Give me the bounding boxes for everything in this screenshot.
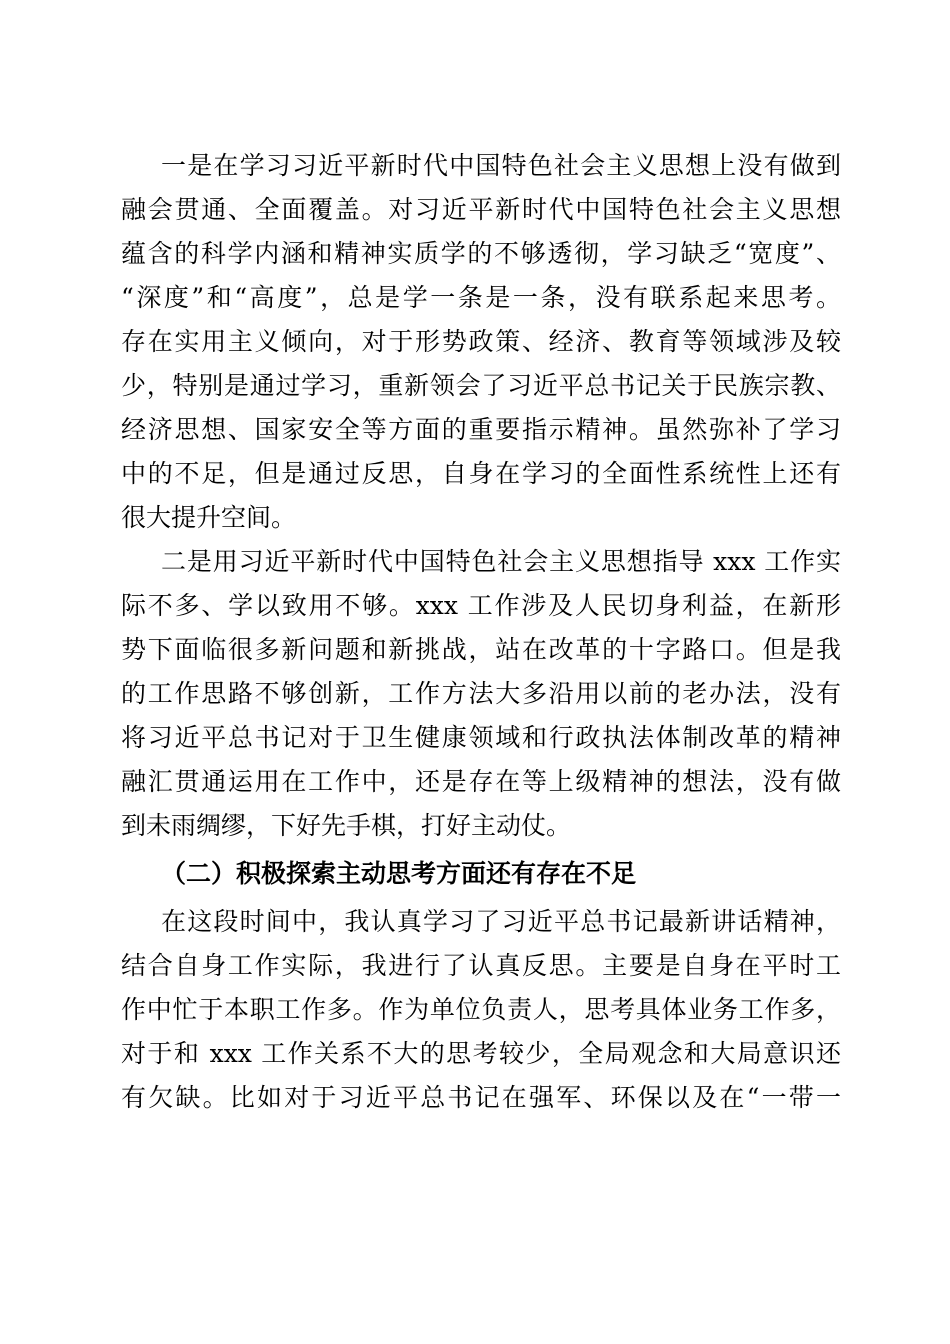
paragraph-1-line-1: 一是在学习习近平新时代中国特色社会主义思想上没有做到 xyxy=(161,151,841,180)
paragraph-1-line-2: 融会贯通、全面覆盖。对习近平新时代中国特色社会主义思想 xyxy=(121,195,841,224)
paragraph-3-line-4: 对于和 xxx 工作关系不大的思考较少，全局观念和大局意识还 xyxy=(121,1039,841,1068)
paragraph-3-line-2: 结合自身工作实际，我进行了认真反思。主要是自身在平时工 xyxy=(121,951,841,980)
paragraph-1-line-5: 存在实用主义倾向，对于形势政策、经济、教育等领域涉及较 xyxy=(121,327,841,356)
paragraph-2-line-5: 将习近平总书记对于卫生健康领域和行政执法体制改革的精神 xyxy=(121,723,841,752)
paragraph-3-line-3: 作中忙于本职工作多。作为单位负责人，思考具体业务工作多， xyxy=(121,995,841,1024)
paragraph-3-line-5: 有欠缺。比如对于习近平总书记在强军、环保以及在“一带一 xyxy=(121,1083,841,1112)
paragraph-3-line-1: 在这段时间中，我认真学习了习近平总书记最新讲话精神， xyxy=(161,907,841,936)
paragraph-1-line-8: 中的不足，但是通过反思，自身在学习的全面性系统性上还有 xyxy=(121,459,841,488)
paragraph-1-line-9: 很大提升空间。 xyxy=(121,503,297,532)
paragraph-1-line-3: 蕴含的科学内涵和精神实质学的不够透彻，学习缺乏“宽度”、 xyxy=(121,239,841,268)
paragraph-2-line-7: 到未雨绸缪，下好先手棋，打好主动仗。 xyxy=(121,811,572,840)
paragraph-2-line-6: 融汇贯通运用在工作中，还是存在等上级精神的想法，没有做 xyxy=(121,767,841,796)
paragraph-1-line-4: “深度”和“高度”，总是学一条是一条，没有联系起来思考。 xyxy=(121,283,841,312)
section-heading: （二）积极探索主动思考方面还有存在不足 xyxy=(161,859,637,888)
paragraph-2-line-4: 的工作思路不够创新，工作方法大多沿用以前的老办法，没有 xyxy=(121,679,841,708)
paragraph-1-line-7: 经济思想、国家安全等方面的重要指示精神。虽然弥补了学习 xyxy=(121,415,841,444)
paragraph-1-line-6: 少，特别是通过学习，重新领会了习近平总书记关于民族宗教、 xyxy=(121,371,841,400)
paragraph-2-line-3: 势下面临很多新问题和新挑战，站在改革的十字路口。但是我 xyxy=(121,635,841,664)
paragraph-2-line-1: 二是用习近平新时代中国特色社会主义思想指导 xxx 工作实 xyxy=(161,547,841,576)
paragraph-2-line-2: 际不多、学以致用不够。xxx 工作涉及人民切身利益，在新形 xyxy=(121,591,841,620)
